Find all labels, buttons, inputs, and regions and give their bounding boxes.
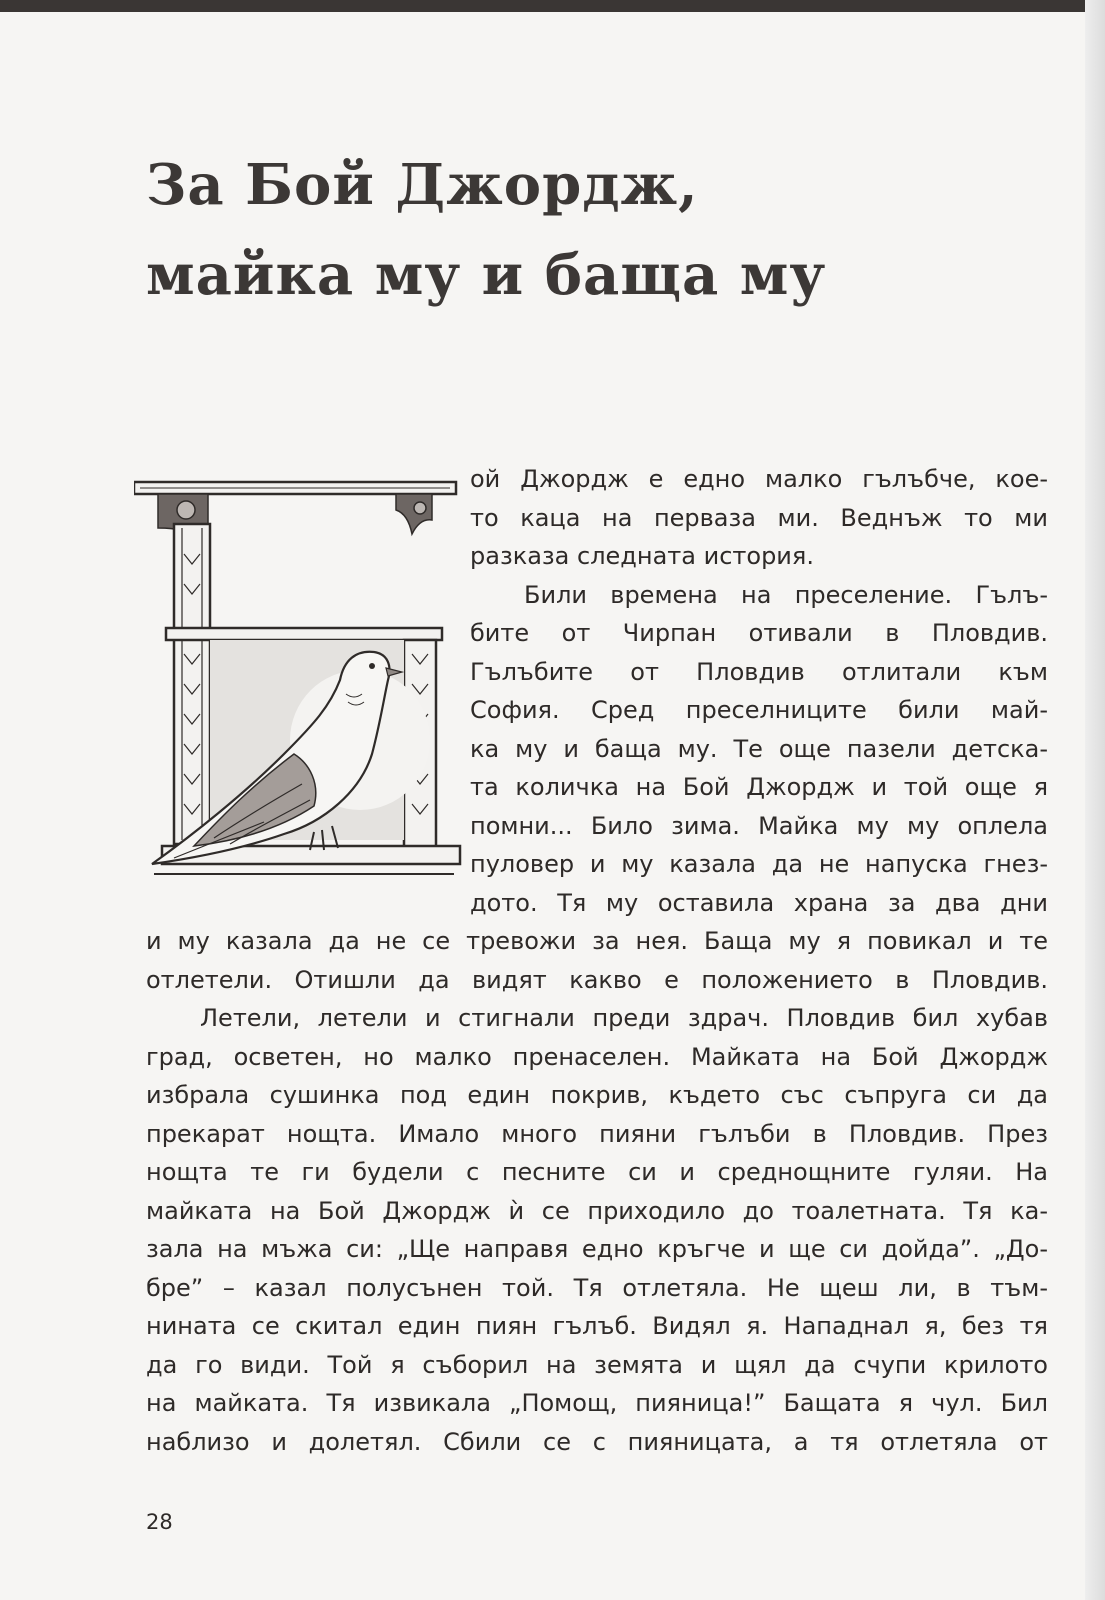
paragraph-2 [146,576,1048,1000]
text-line: и му казала да не се тревожи за нея. Баща му я повикал и те [146,927,1048,955]
page-edge [1085,0,1105,1600]
text-line: отлетели. Отишли да видят какво е положението в Пловдив. [146,965,1048,994]
text-line: прекарат нощта. Имало много пияни гълъби в Пловдив. През [146,1119,1048,1148]
text-line: то каца на перваза ми. Веднъж то ми [470,503,1048,532]
text-line: да го види. Той я съборил на земята и щял да счупи крилото [146,1350,1048,1379]
chapter-title [146,140,826,320]
text-line: Гълъбите от Пловдив отлитали към [470,657,1048,686]
text-line: майката на Бой Джордж ѝ се приходило до тоалетната. Тя ка- [146,1196,1048,1225]
text-line: ой Джордж е едно малко гълъбче, кое- [470,465,1048,493]
text-line: ка му и баща му. Те още пазели детска- [470,734,1048,763]
text-line: бите от Чирпан отивали в Пловдив. [470,619,1048,647]
text-line: София. Сред преселниците били май- [470,696,1048,724]
paragraph-3 [146,999,1048,1461]
text-line: дото. Тя му оставила храна за два дни [470,888,1048,917]
text-line: избрала сушинка под един покрив, където със съпруга си да [146,1081,1048,1109]
text-line: нината се скитал един пиян гълъб. Видял я. Нападнал я, без тя [146,1312,1048,1340]
paragraph-1 [470,460,1048,576]
text-line: град, осветен, но малко пренаселен. Майката на Бой Джордж [146,1042,1048,1071]
text-line: помни... Било зима. Майка му му оплела [470,811,1048,840]
text-line: Летели, летели и стигнали преди здрач. Пловдив бил хубав [200,1004,1048,1032]
text-line: бре” – казал полусънен той. Тя отлетяла. Не щеш ли, в тъм- [146,1273,1048,1302]
text-line: Били времена на преселение. Гълъ- [524,580,1048,609]
page-number: 28 [146,1510,173,1534]
text-line: зала на мъжа си: „Ще направя едно кръгче и ще си дойда”. „До- [146,1235,1048,1263]
chapter-title-line-2: майка му и баща му [146,242,827,308]
chapter-title-line-1: За Бой Джордж, [146,152,699,218]
text-line: та количка на Бой Джордж и той още я [470,773,1048,801]
text-line: пуловер и му казала да не напуска гнез- [470,850,1048,878]
text-line: наблизо и долетял. Сбили се с пияницата, а тя отлетяла от [146,1427,1048,1456]
text-line: на майката. Тя извикала „Помощ, пияница!” Бащата я чул. Бил [146,1389,1048,1417]
text-line: нощта те ги будели с песните си и среднощните гуляи. На [146,1158,1048,1186]
text-line: разказа следната история. [470,542,814,570]
